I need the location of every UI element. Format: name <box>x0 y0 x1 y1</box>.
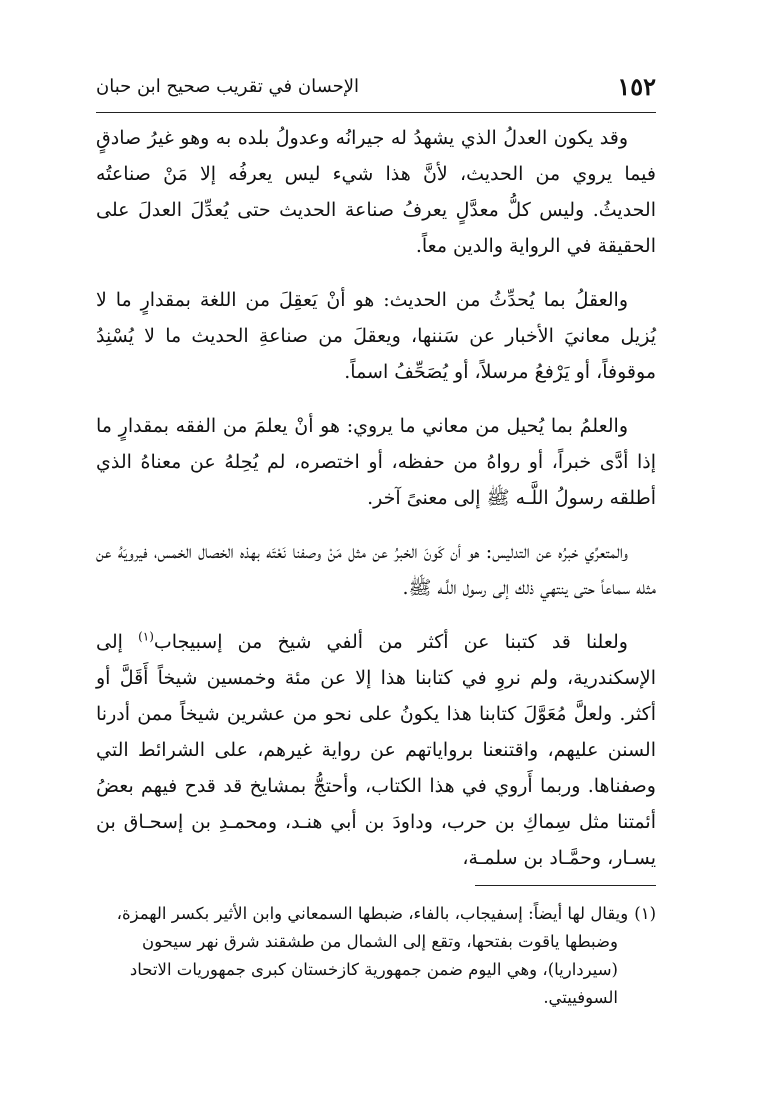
page-number: ١٥٢ <box>617 72 656 101</box>
footnote-line <box>96 900 656 928</box>
footnote <box>96 900 656 1012</box>
main-text <box>96 120 656 894</box>
footnote-reference: (١) <box>138 629 154 644</box>
paragraph-text-end: إلى الإسكندرية، ولم نروِ في كتابنا هذا إلا عن مئة وخمسين شيخاً أَقَلَّ أو أكثر. ولعلَّ مُعَوَّلَ كتابنا هذا يكونُ على نحو من عشرين شيخاً ممن أدرنا السنن عليهم، واقتنعنا برواياتهم عن رواية غيرهم، على الشرائط التي وصفناها. وربما أَروي في هذا الكتاب، وأحتجُّ بمشايخ قد قدح فيهم بعضُ أئمتنا مثل سِماكِ بن حرب، وداودَ بن أبي هنـد، ومحمـدِ بن إسحـاق بن يسـار، وحمَّـاد بن سلمـة، <box>96 631 656 869</box>
header-rule <box>96 112 656 113</box>
running-title: الإحسان في تقريب صحيح ابن حبان <box>96 76 360 97</box>
footnote-rule <box>475 885 656 886</box>
paragraph: وقد يكون العدلُ الذي يشهدُ له جيرانُه وعدولُ بلده به وهو غيرُ صادقٍ فيما يروي من الحديث، لأنَّ هذا شيء ليس يعرفُه إلا مَنْ صناعتُه الحديثُ. وليس كلُّ معدَّلٍ يعرفُ صناعة الحديث حتى يُعدِّلَ العدلَ على الحقيقة في الرواية والدين معاً. <box>96 127 656 257</box>
footnote-line: وضبطها ياقوت بفتحها، وتقع إلى الشمال من طشقند شرق نهر سيحون <box>142 932 618 951</box>
paragraph: والعقلُ بما يُحدِّثُ من الحديث: هو أنْ يَعقِلَ من اللغة بمقدارٍ ما لا يُزيل معانيَ الأخبار عن سَننها، ويعقلَ من صناعةِ الحديث ما لا يُسْنِدُ موقوفاً، أو يَرْفعُ مرسلاً، أو يُصَحِّفُ اسماً. <box>96 289 656 383</box>
footnote-line: (سيرداريا)، وهي اليوم ضمن جمهورية كازخستان كبرى جمهوريات الاتحاد <box>129 960 618 979</box>
page-header <box>96 72 656 106</box>
footnote-line: السوفييتي. <box>543 988 618 1007</box>
paragraph: والعلمُ بما يُحيل من معاني ما يروي: هو أنْ يعلمَ من الفقه بمقدارٍ ما إذا أدَّى خبراً، أو رواهُ من حفظه، أو اختصره، لم يُحِلهُ عن معناهُ الذي أطلقه رسولُ اللَّـه ﷺ إلى معنىً آخر. <box>96 415 656 509</box>
paragraph: والمتعرِّي خبرُه عن التدليس: هو أن كَونَ الخبرُ عن مثل مَنْ وصفنا نَعْتَه بهذه الخصال الخمس، فيرويَهُ عن مثله سماعاً حتى ينتهي ذلك إلى رسول اللَّـه ﷺ. <box>96 541 656 599</box>
footnote-marker: (١) <box>634 904 656 923</box>
paragraph-with-footnote-ref <box>96 624 656 876</box>
paragraph-text-start: ولعلنا قد كتبنا عن أكثر من ألفي شيخ من إسبيجاب <box>153 631 628 653</box>
footnote-text: ويقال لها أيضاً: إسفيجاب، بالفاء، ضبطها السمعاني وابن الأثير بكسر الهمزة، <box>116 904 629 923</box>
